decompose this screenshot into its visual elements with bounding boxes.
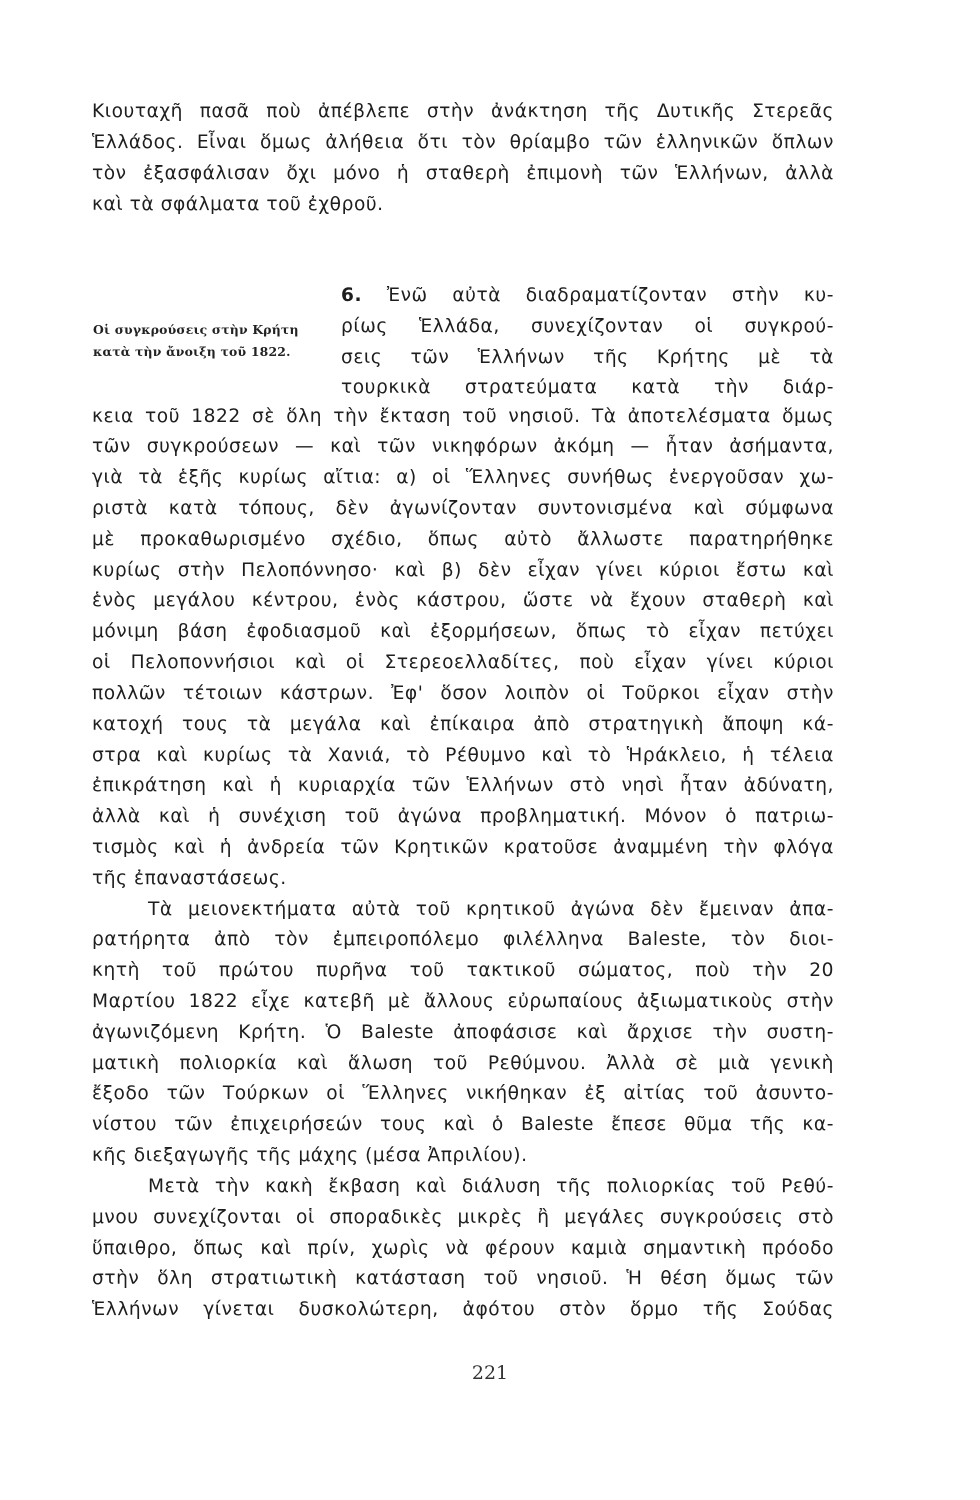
text-line: μνου συνεχίζονται οἱ σποραδικὲς μικρὲς ἢ μεγάλες συγκρούσεις στὸ [92, 1207, 834, 1228]
text-line: τουρκικὰ στρατεύματα κατὰ τὴν διάρ- [341, 377, 834, 398]
text-line: Μαρτίου 1822 εἶχε κατεβῆ μὲ ἄλλους εὐρωπαίους ἀξιωματικοὺς στὴν [92, 991, 834, 1012]
page-number: 221 [471, 1362, 509, 1384]
text-line: ρίως Ἑλλάδα, συνεχίζονταν οἱ συγκρού- [341, 316, 834, 337]
text-line: ρατήρητα ἀπὸ τὸν ἐμπειροπόλεμο φιλέλληνα Baleste, τὸν διοι- [92, 929, 834, 950]
text-line: ἐπικράτηση καὶ ἡ κυριαρχία τῶν Ἑλλήνων στὸ νησὶ ἦταν ἀδύνατη, [92, 775, 834, 796]
text-line: ματικὴ πολιορκία καὶ ἅλωση τοῦ Ρεθύμνου. Ἀλλὰ σὲ μιὰ γενικὴ [92, 1053, 834, 1074]
text-line: μὲ προκαθωρισμένο σχέδιο, ὅπως αὐτὸ ἄλλωστε παρατηρήθηκε [92, 529, 834, 550]
text-line: ἑνὸς μεγάλου κέντρου, ἑνὸς κάστρου, ὥστε νὰ ἔχουν σταθερὴ καὶ [92, 590, 834, 611]
section-first-line [341, 287, 834, 306]
text-line: στὴν ὅλη στρατιωτικὴ κατάσταση τοῦ νησιοῦ. Ἡ θέση ὅμως τῶν [92, 1268, 834, 1289]
text-line: ὕπαιθρο, ὅπως καὶ πρίν, χωρὶς νὰ φέρουν καμιὰ σημαντικὴ πρόοδο [92, 1238, 834, 1259]
text-line: σεις τῶν Ἑλλήνων τῆς Κρήτης μὲ τὰ [341, 347, 834, 368]
text-line: ἔξοδο τῶν Τούρκων οἱ Ἕλληνες νικήθηκαν ἐξ αἰτίας τοῦ ἀσυντο- [92, 1083, 834, 1104]
text-line: μόνιμη βάση ἐφοδιασμοῦ καὶ ἐξορμήσεων, ὅπως τὸ εἶχαν πετύχει [92, 621, 834, 642]
text-line: κατοχή τους τὰ μεγάλα καὶ ἐπίκαιρα ἀπὸ στρατηγικὴ ἄποψη κά- [92, 714, 834, 735]
text-line: ριστὰ κατὰ τόπους, δὲν ἀγωνίζονταν συντονισμένα καὶ σύμφωνα [92, 498, 834, 519]
text-line: νίστου τῶν ἐπιχειρήσεών τους καὶ ὁ Baleste ἔπεσε θῦμα τῆς κα- [92, 1114, 834, 1135]
text-line: Τὰ μειονεκτήματα αὐτὰ τοῦ κρητικοῦ ἀγώνα δὲν ἔμειναν ἀπα- [148, 899, 834, 920]
text-line: Μετὰ τὴν κακὴ ἔκβαση καὶ διάλυση τῆς πολιορκίας τοῦ Ρεθύ- [148, 1176, 834, 1197]
text-line: τῶν συγκρούσεων — καὶ τῶν νικηφόρων ἀκόμη — ἦταν ἀσήμαντα, [92, 436, 834, 457]
text-line: κεια τοῦ 1822 σὲ ὅλη τὴν ἔκταση τοῦ νησιοῦ. Τὰ ἀποτελέσματα ὅμως [92, 406, 834, 427]
text-line: οἱ Πελοποννήσιοι καὶ οἱ Στερεοελλαδίτες, ποὺ εἶχαν γίνει κύριοι [92, 652, 834, 673]
text-line: κυρίως στὴν Πελοπόννησο· καὶ β) δὲν εἶχαν γίνει κύριοι ἔστω καὶ [92, 560, 834, 581]
text-line: στρα καὶ κυρίως τὰ Χανιά, τὸ Ρέθυμνο καὶ τὸ Ἡράκλειο, ἡ τέλεια [92, 745, 834, 766]
text-line: Κιουταχῆ πασᾶ ποὺ ἀπέβλεπε στὴν ἀνάκτηση τῆς Δυτικῆς Στερεᾶς [92, 101, 834, 122]
text-line: Ἑλλάδος. Εἶναι ὅμως ἀλήθεια ὅτι τὸν θρίαμβο τῶν ἑλληνικῶν ὅπλων [92, 132, 834, 153]
text-line: Ἑλλήνων γίνεται δυσκολώτερη, ἀφότου στὸν ὅρμο τῆς Σούδας [92, 1299, 834, 1320]
section-number: 6. [341, 285, 363, 306]
margin-note [93, 319, 343, 363]
text-line: κητὴ τοῦ πρώτου πυρῆνα τοῦ τακτικοῦ σώματος, ποὺ τὴν 20 [92, 960, 834, 981]
margin-note-line: κατὰ τὴν ἄνοιξη τοῦ 1822. [93, 344, 291, 359]
text-line: πολλῶν τέτοιων κάστρων. Ἐφ' ὅσον λοιπὸν οἱ Τοῦρκοι εἶχαν στὴν [92, 683, 834, 704]
text-line: τισμὸς καὶ ἡ ἀνδρεία τῶν Κρητικῶν κρατοῦσε ἀναμμένη τὴν φλόγα [92, 837, 834, 858]
text-line: τῆς ἐπαναστάσεως. [92, 868, 287, 889]
text-line: ἀγωνιζόμενη Κρήτη. Ὁ Baleste ἀποφάσισε καὶ ἄρχισε τὴν συστη- [92, 1022, 834, 1043]
margin-note-line: Οἱ συγκρούσεις στὴν Κρήτη [93, 322, 299, 337]
text-line: τὸν ἐξασφάλισαν ὄχι μόνο ἡ σταθερὴ ἐπιμονὴ τῶν Ἑλλήνων, ἀλλὰ [92, 163, 834, 184]
text-line: Ἐνῶ αὐτὰ διαδραματίζονταν στὴν κυ- [386, 285, 834, 306]
text-line: γιὰ τὰ ἑξῆς κυρίως αἴτια: α) οἱ Ἕλληνες συνήθως ἐνεργοῦσαν χω- [92, 467, 834, 488]
text-line: καὶ τὰ σφάλματα τοῦ ἐχθροῦ. [92, 194, 384, 215]
text-line: ἀλλὰ καὶ ἡ συνέχιση τοῦ ἀγώνα προβληματική. Μόνον ὁ πατριω- [92, 806, 834, 827]
text-line: κῆς διεξαγωγῆς τῆς μάχης (μέσα Ἀπριλίου). [92, 1145, 528, 1166]
